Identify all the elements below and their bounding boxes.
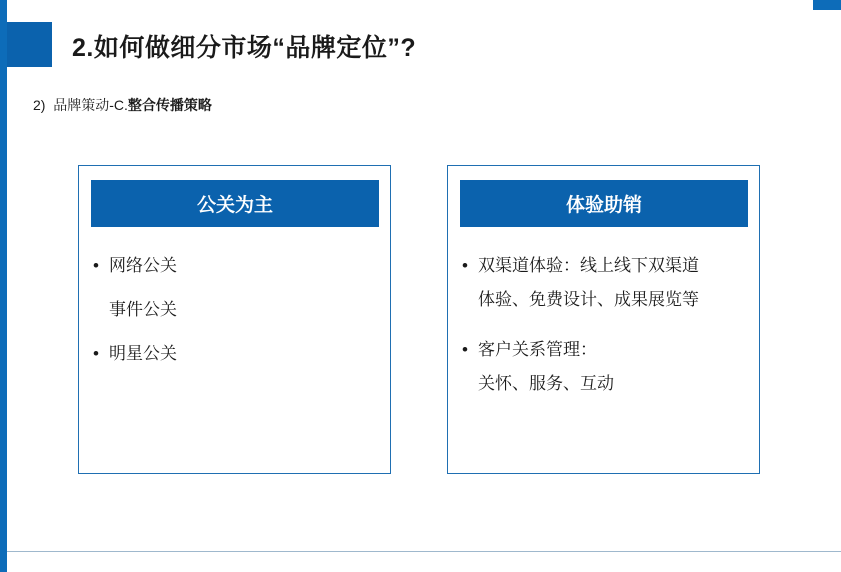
- bullet-icon: •: [93, 344, 99, 363]
- list-item-text: 客户关系管理：: [478, 340, 597, 359]
- spacer: [93, 329, 380, 339]
- bottom-divider: [7, 551, 841, 552]
- list-item-text: 网络公关: [109, 256, 177, 275]
- list-item-continuation: [462, 285, 749, 315]
- content-box-left: [78, 165, 391, 474]
- bullet-icon-placeholder: [462, 285, 478, 315]
- spacer: [462, 319, 749, 335]
- box-body-left: [93, 251, 380, 373]
- bullet-icon: •: [462, 256, 468, 275]
- subtitle-bold: 整合传播策略: [127, 97, 212, 113]
- left-accent-bar: [0, 0, 7, 572]
- list-item-text: 体验、免费设计、成果展览等: [478, 290, 699, 309]
- list-item: [462, 335, 749, 365]
- list-item-text: 事件公关: [109, 300, 177, 319]
- list-item: [462, 251, 749, 281]
- list-item: [93, 251, 380, 281]
- list-item-text: 双渠道体验：线上线下双渠道: [478, 256, 699, 275]
- subtitle-normal: 品牌策动-C.: [53, 97, 128, 113]
- page-title: 2.如何做细分市场“品牌定位”?: [72, 34, 417, 62]
- list-item: [93, 295, 380, 325]
- box-header-left: 公关为主: [91, 180, 379, 227]
- subtitle-number: 2): [33, 97, 46, 113]
- list-item: [93, 339, 380, 369]
- list-item-text: 明星公关: [109, 344, 177, 363]
- top-right-accent-bar: [813, 0, 841, 10]
- box-body-right: [462, 251, 749, 403]
- subtitle: [33, 95, 212, 115]
- bullet-icon-placeholder: [462, 369, 478, 399]
- title-accent-square: [7, 22, 52, 67]
- list-item-continuation: [462, 369, 749, 399]
- spacer: [93, 285, 380, 295]
- content-box-right: [447, 165, 760, 474]
- box-header-right: 体验助销: [460, 180, 748, 227]
- list-item-text: 关怀、服务、互动: [478, 374, 614, 393]
- bullet-icon: •: [93, 256, 99, 275]
- bullet-icon: •: [462, 340, 468, 359]
